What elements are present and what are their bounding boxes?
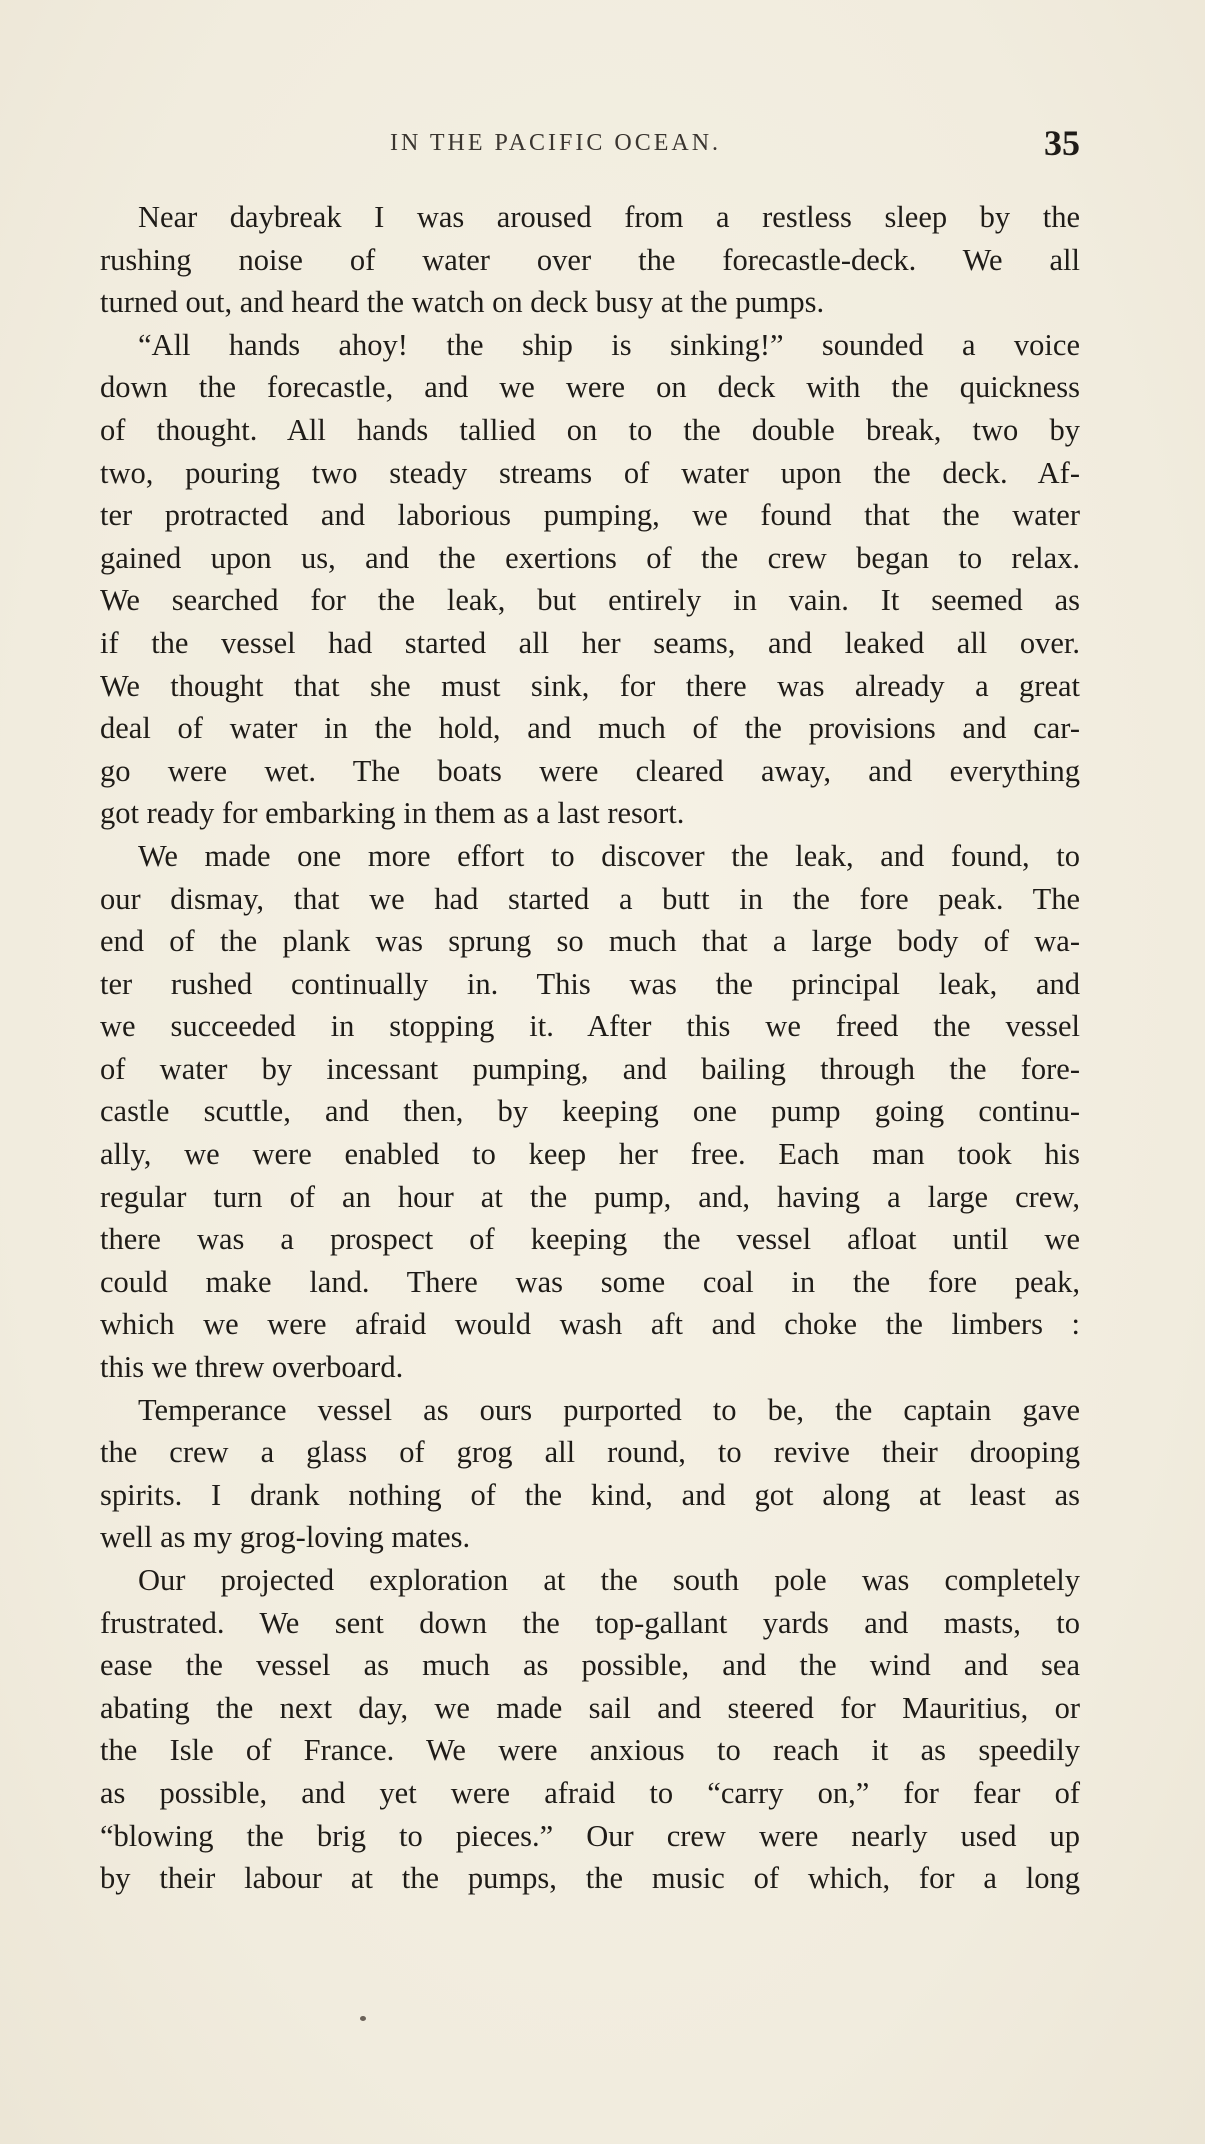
text-line: Our projected exploration at the south pole was completely xyxy=(138,1563,1080,1597)
text-line: of thought. All hands tallied on to the double break, two by xyxy=(100,412,1080,447)
text-line: got ready for embarking in them as a last resort. xyxy=(100,796,685,831)
body-text xyxy=(100,196,1080,1900)
text-line: go were wet. The boats were cleared away, and everything xyxy=(100,753,1080,788)
text-line: our dismay, that we had started a butt in the fore peak. The xyxy=(100,881,1080,916)
text-line: as possible, and yet were afraid to “carry on,” for fear of xyxy=(100,1775,1080,1810)
text-line: “All hands ahoy! the ship is sinking!” sounded a voice xyxy=(138,327,1080,362)
text-line: gained upon us, and the exertions of the crew began to relax. xyxy=(100,540,1080,575)
text-line: the crew a glass of grog all round, to revive their drooping xyxy=(100,1435,1080,1470)
text-line: turned out, and heard the watch on deck busy at the pumps. xyxy=(100,285,825,320)
text-line: castle scuttle, and then, by keeping one pump going continu- xyxy=(100,1094,1080,1129)
page-number: 35 xyxy=(1044,123,1080,163)
text-line: We thought that she must sink, for there was already a great xyxy=(100,668,1080,703)
text-line: this we threw overboard. xyxy=(100,1350,404,1385)
text-line: end of the plank was sprung so much that a large body of wa- xyxy=(100,924,1080,959)
text-line: abating the next day, we made sail and steered for Mauritius, or xyxy=(100,1690,1080,1725)
text-line: the Isle of France. We were anxious to reach it as speedily xyxy=(100,1733,1080,1768)
text-line: ease the vessel as much as possible, and the wind and sea xyxy=(100,1648,1080,1683)
text-line: there was a prospect of keeping the vessel afloat until we xyxy=(100,1222,1080,1257)
ink-speck xyxy=(360,2016,366,2021)
text-line: by their labour at the pumps, the music of which, for a long xyxy=(100,1861,1080,1896)
text-line: rushing noise of water over the forecastle-deck. We all xyxy=(100,242,1080,277)
text-line: deal of water in the hold, and much of the provisions and car- xyxy=(100,711,1080,746)
text-line: ally, we were enabled to keep her free. Each man took his xyxy=(100,1137,1080,1172)
text-line: two, pouring two steady streams of water upon the deck. Af- xyxy=(100,455,1080,490)
text-line: which we were afraid would wash aft and choke the limbers : xyxy=(100,1307,1080,1342)
text-line: frustrated. We sent down the top-gallant yards and masts, to xyxy=(100,1605,1080,1640)
running-title: IN THE PACIFIC OCEAN. xyxy=(390,130,722,156)
text-line: if the vessel had started all her seams, and leaked all over. xyxy=(100,625,1080,660)
text-line: regular turn of an hour at the pump, and, having a large crew, xyxy=(100,1179,1080,1214)
text-line: Temperance vessel as ours purported to be, the captain gave xyxy=(138,1392,1080,1427)
text-line: ter protracted and laborious pumping, we found that the water xyxy=(100,498,1080,533)
running-head xyxy=(100,122,1080,172)
text-line: Near daybreak I was aroused from a restless sleep by the xyxy=(138,200,1080,234)
text-line: of water by incessant pumping, and bailing through the fore- xyxy=(100,1051,1080,1086)
text-line: well as my grog-loving mates. xyxy=(100,1520,471,1555)
text-line: We made one more effort to discover the leak, and found, to xyxy=(138,838,1080,873)
text-line: ter rushed continually in. This was the principal leak, and xyxy=(100,966,1080,1001)
text-line: “blowing the brig to pieces.” Our crew were nearly used up xyxy=(100,1818,1080,1853)
text-line: we succeeded in stopping it. After this we freed the vessel xyxy=(100,1009,1080,1044)
text-line: could make land. There was some coal in the fore peak, xyxy=(100,1264,1080,1299)
text-line: We searched for the leak, but entirely in vain. It seemed as xyxy=(100,583,1080,618)
text-line: down the forecastle, and we were on deck with the quickness xyxy=(100,370,1080,405)
text-line: spirits. I drank nothing of the kind, and got along at least as xyxy=(100,1477,1080,1512)
